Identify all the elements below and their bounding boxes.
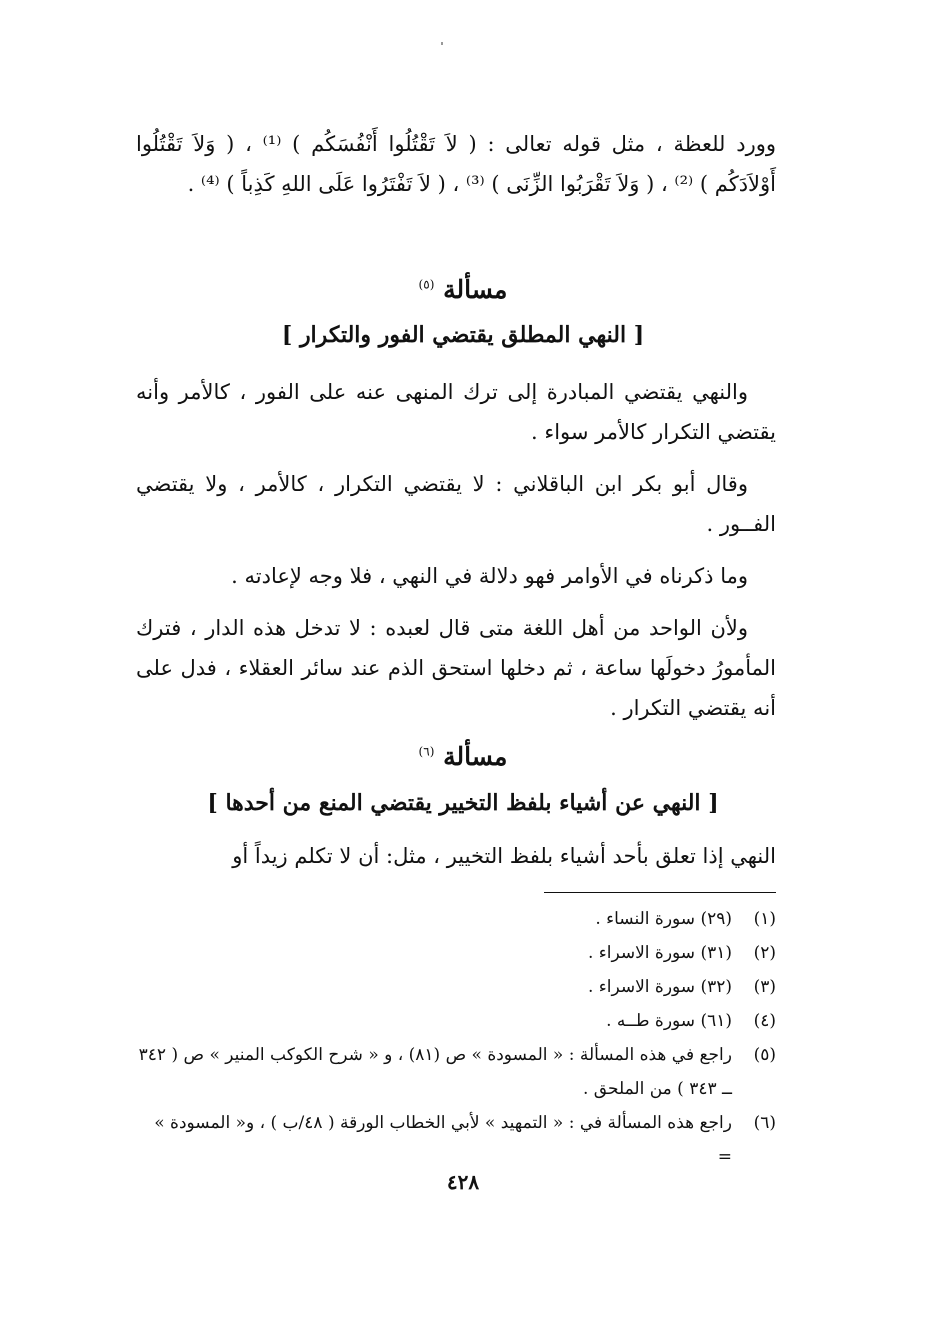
section5-bracket-close: ] <box>281 322 293 348</box>
intro-text: وورد للعظة ، مثل قوله تعالى : ( لاَ تَقْتُلُوا أَنْفُسَكُم ) ⁽¹⁾ ، ( وَلاَ تَقْتُلُوا أَوْلاَدَكُم ) ⁽²⁾ ، ( وَلاَ تَقْرَبُوا الزِّنَى ) ⁽³⁾ ، ( لاَ تَفْتَرُوا عَلَى اللهِ كَذِباً ) ⁽⁴⁾ . <box>136 132 777 196</box>
footnote-number: (٤) <box>753 1011 776 1031</box>
section5-paragraph-2: وقال أبو بكر ابن الباقلاني : لا يقتضي التكرار ، كالأمر ، ولا يقتضي الفــور . <box>136 472 776 536</box>
section5-heading <box>0 275 926 304</box>
footnote-number: (١) <box>753 909 776 929</box>
section6-subheading <box>0 790 926 816</box>
footnote-text: راجع في هذه المسألة : « المسودة » ص (٨١) ، و « شرح الكوكب المنير » ص ( ٣٤٢ ــ ٣٤٣ ) من الملحق . <box>138 1045 732 1099</box>
section5-paragraph-4: ولأن الواحد من أهل اللغة متى قال لعبده : لا تدخل هذه الدار ، فترك المأمورُ دخولَها ساعة ، ثم دخلها استحق الذم عند سائر العقلاء ، فدل على أنه يقتضي التكرار . <box>136 616 776 720</box>
intro-paragraph <box>136 124 776 204</box>
section6-footnote-marker: (٦) <box>418 744 435 759</box>
footnote-1 <box>136 902 776 936</box>
footnote-number: (٢) <box>753 943 776 963</box>
footnotes <box>136 902 776 1174</box>
footnote-number: (٣) <box>753 977 776 997</box>
footnote-text: (٢٩) سورة النساء . <box>595 909 732 929</box>
section5-paragraph-1: والنهي يقتضي المبادرة إلى ترك المنهى عنه على الفور ، كالأمر وأنه يقتضي التكرار كالأمر سواء . <box>136 380 776 444</box>
footnote-number: (٥) <box>753 1045 776 1065</box>
section6-subtitle: النهي عن أشياء بلفظ التخيير يقتضي المنع من أحدها <box>225 790 701 816</box>
footnote-4 <box>136 1004 776 1038</box>
section6-heading <box>0 742 926 771</box>
footnote-number: (٦) <box>753 1113 776 1133</box>
section6-title: مسألة <box>443 742 508 771</box>
footnote-6 <box>136 1106 776 1174</box>
section5-paragraph-3: وما ذكرناه في الأوامر فهو دلالة في النهي ، فلا وجه لإعادته . <box>231 564 748 588</box>
page-number: ٤٢٨ <box>446 1170 480 1194</box>
footnote-text: (٣١) سورة الاسراء . <box>587 943 732 963</box>
footnote-text: (٣٢) سورة الاسراء . <box>587 977 732 997</box>
footnote-text: (٦١) سورة طــه . <box>606 1011 732 1031</box>
scan-speck <box>441 42 443 45</box>
section6-bracket-open: [ <box>708 790 719 816</box>
section5-subtitle: النهي المطلق يقتضي الفور والتكرار <box>299 322 627 348</box>
section5-bracket-open: [ <box>633 322 645 348</box>
footnote-3 <box>136 970 776 1004</box>
section5-footnote-marker: (٥) <box>418 277 435 292</box>
section5-title: مسألة <box>443 275 508 304</box>
footnote-5 <box>136 1038 776 1106</box>
footnote-2 <box>136 936 776 970</box>
section5-subheading <box>0 322 926 348</box>
section6-body <box>136 836 776 876</box>
section5-body <box>136 372 776 728</box>
section6-bracket-close: ] <box>207 790 218 816</box>
footnote-text: راجع هذه المسألة في : « التمهيد » لأبي الخطاب الورقة ( ٤٨/ب ) ، و« المسودة » = <box>154 1113 732 1167</box>
footnote-separator <box>544 892 776 893</box>
section6-paragraph-1: النهي إذا تعلق بأحد أشياء بلفظ التخيير ، مثل: أن لا تكلم زيداً أو <box>232 844 776 868</box>
